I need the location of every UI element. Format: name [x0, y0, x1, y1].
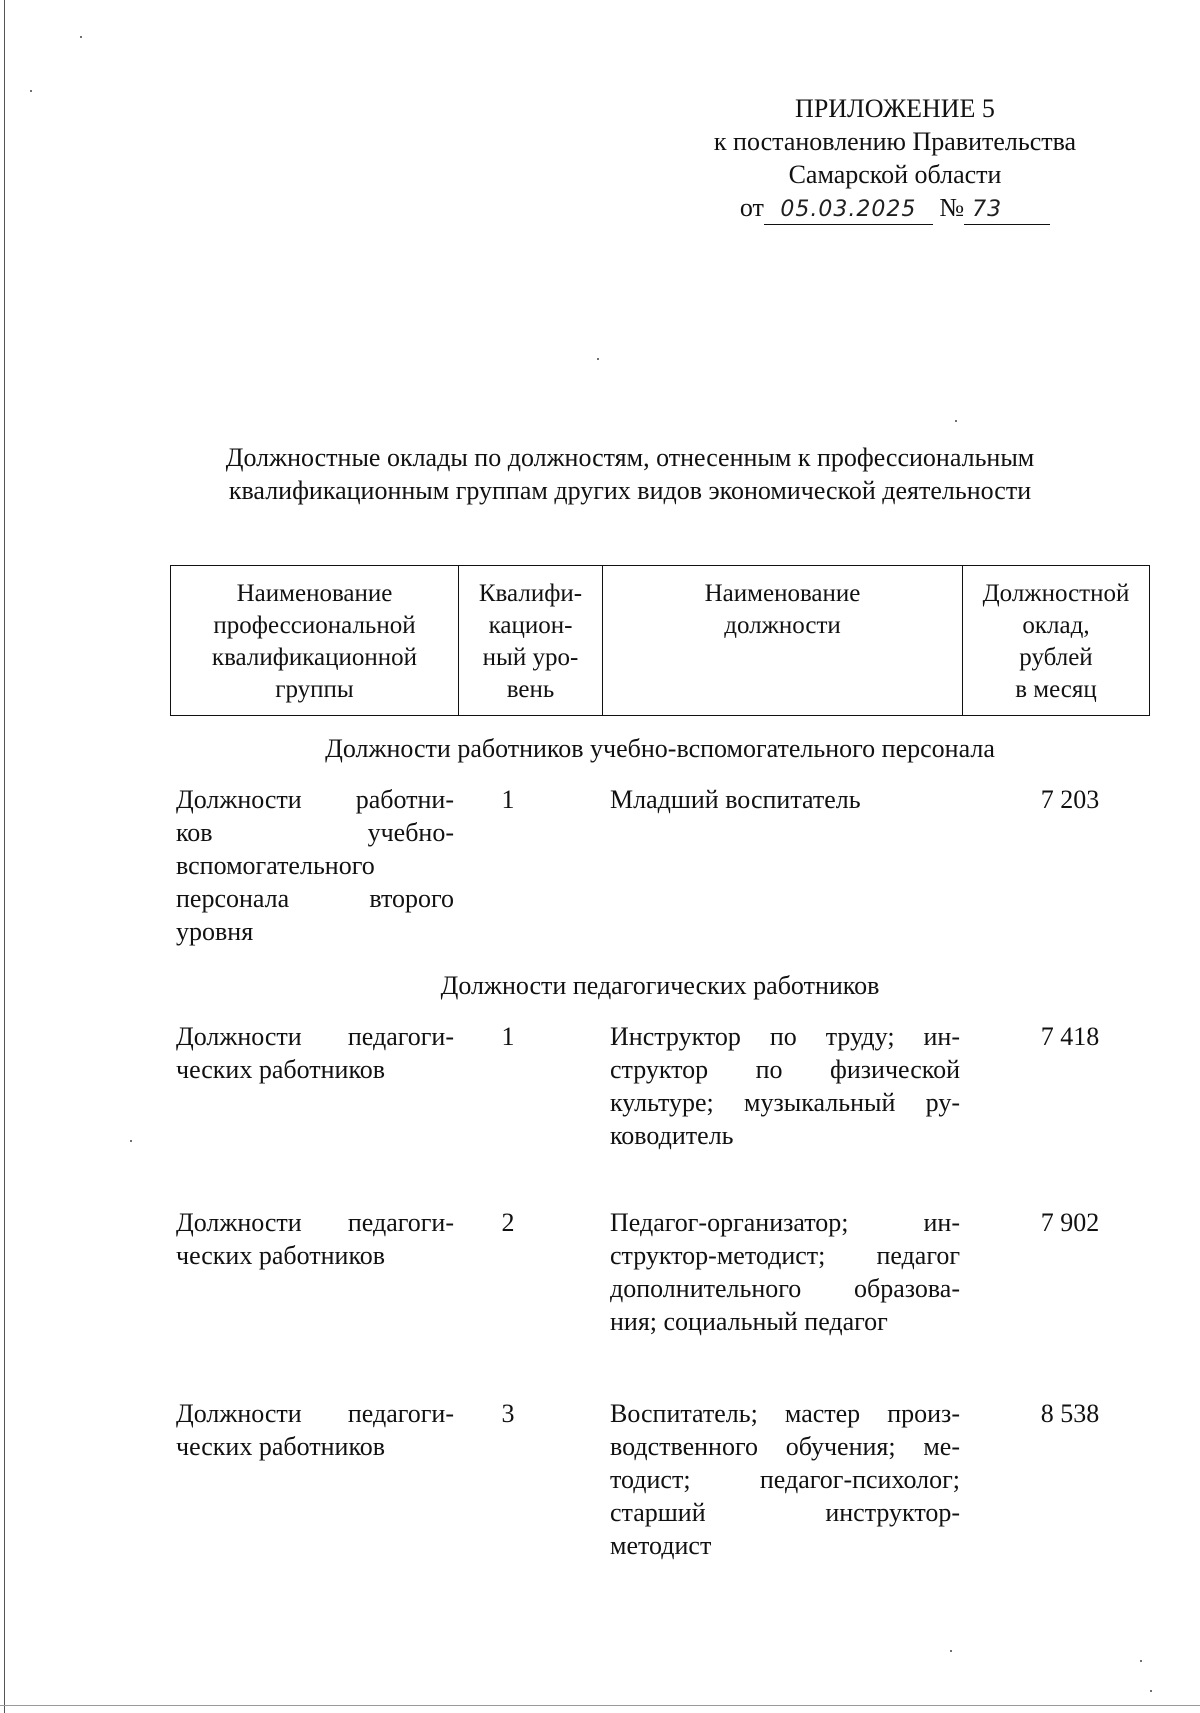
- cell-salary: 8 538: [1040, 1399, 1100, 1428]
- cell-line: ния; социальный педагог: [610, 1307, 888, 1336]
- header-line: группы: [275, 676, 354, 703]
- cell-line: Должности педагоги-: [176, 1399, 454, 1428]
- scan-edge-line: [4, 0, 5, 1713]
- cell-salary: 7 902: [1040, 1208, 1100, 1237]
- cell-line: уровня: [176, 917, 254, 946]
- decree-date: 05.03.2025: [764, 196, 933, 225]
- cell-professional-group: [176, 1397, 454, 1463]
- appendix-decree-line: к постановлению Правительства: [713, 127, 1077, 156]
- header-line: квалификационной: [211, 644, 418, 671]
- scan-edge-line-bottom: [0, 1705, 1200, 1706]
- section-title: Должности педагогических работников: [440, 971, 880, 1000]
- scan-speck: [130, 1140, 132, 1142]
- header-line: рублей: [1019, 644, 1093, 671]
- cell-line: ководитель: [610, 1121, 734, 1150]
- cell-line: Инструктор по труду; ин-: [610, 1022, 960, 1051]
- cell-qualification-level: 1: [501, 785, 515, 814]
- cell-line: Должности работни-: [176, 785, 454, 814]
- cell-line: ческих работников: [176, 1055, 386, 1084]
- scan-speck: [950, 1650, 952, 1652]
- cell-salary: 7 203: [1040, 785, 1100, 814]
- header-position-name: [603, 566, 963, 715]
- number-prefix: №: [939, 193, 965, 222]
- document-title-line: Должностные оклады по должностям, отнесенным к профессиональным: [225, 443, 1035, 472]
- header-line: профессиональной: [213, 612, 416, 639]
- header-line: ный уро-: [482, 644, 579, 671]
- cell-line: дополнительного образова-: [610, 1274, 960, 1303]
- cell-qualification-level: 1: [501, 1022, 515, 1051]
- cell-line: Младший воспитатель: [610, 785, 861, 814]
- cell-line: персонала второго: [176, 884, 454, 913]
- header-line: вень: [506, 676, 555, 703]
- scan-speck: [955, 420, 957, 422]
- cell-line: культуре; музыкальный ру-: [610, 1088, 960, 1117]
- cell-line: ков учебно-: [176, 818, 454, 847]
- header-salary: [963, 566, 1149, 715]
- cell-professional-group: [176, 1206, 454, 1272]
- table-header: [170, 565, 1150, 716]
- cell-line: методист: [610, 1531, 712, 1560]
- cell-qualification-level: 2: [501, 1208, 515, 1237]
- cell-position-name: [610, 783, 960, 816]
- appendix-region-line: Самарской области: [788, 160, 1002, 189]
- scan-speck: [1150, 1690, 1152, 1692]
- cell-line: водственного обучения; ме-: [610, 1432, 960, 1461]
- header-line: Наименование: [704, 580, 861, 607]
- header-line: Должностной: [982, 580, 1130, 607]
- cell-professional-group: [176, 1020, 454, 1086]
- header-line: Квалифи-: [478, 580, 583, 607]
- scan-speck: [1140, 1660, 1142, 1662]
- cell-line: структор-методист; педагог: [610, 1241, 960, 1270]
- date-prefix: от: [739, 193, 764, 222]
- header-qualification-level: [459, 566, 603, 715]
- appendix-header: [660, 92, 1130, 227]
- cell-professional-group: [176, 783, 454, 948]
- cell-position-name: [610, 1020, 960, 1152]
- decree-number: 73: [964, 196, 1050, 225]
- appendix-title: ПРИЛОЖЕНИЕ 5: [795, 94, 995, 123]
- scan-speck: [80, 36, 82, 38]
- appendix-date-line: [660, 191, 1130, 227]
- cell-line: структор по физической: [610, 1055, 960, 1084]
- cell-line: тодист; педагог-психолог;: [610, 1465, 960, 1494]
- cell-line: Воспитатель; мастер произ-: [610, 1399, 960, 1428]
- header-line: в месяц: [1015, 676, 1097, 703]
- cell-line: ческих работников: [176, 1241, 386, 1270]
- header-line: Наименование: [236, 580, 393, 607]
- section-title: Должности работников учебно-вспомогательного персонала: [325, 734, 995, 763]
- cell-position-name: [610, 1206, 960, 1338]
- document-title-line: квалификационным группам других видов экономической деятельности: [228, 476, 1032, 505]
- cell-qualification-level: 3: [501, 1399, 515, 1428]
- cell-line: ческих работников: [176, 1432, 386, 1461]
- cell-line: Педагог-организатор; ин-: [610, 1208, 960, 1237]
- cell-line: Должности педагоги-: [176, 1208, 454, 1237]
- document-title: [160, 441, 1100, 507]
- cell-line: Должности педагоги-: [176, 1022, 454, 1051]
- header-line: оклад,: [1022, 612, 1090, 639]
- scan-speck: [30, 90, 32, 92]
- cell-position-name: [610, 1397, 960, 1562]
- header-line: должности: [724, 612, 841, 639]
- cell-line: вспомогательного: [176, 851, 375, 880]
- cell-salary: 7 418: [1040, 1022, 1100, 1051]
- scan-speck: [597, 358, 599, 360]
- header-line: кацион-: [488, 612, 573, 639]
- cell-line: старший инструктор-: [610, 1498, 960, 1527]
- header-professional-group: [171, 566, 459, 715]
